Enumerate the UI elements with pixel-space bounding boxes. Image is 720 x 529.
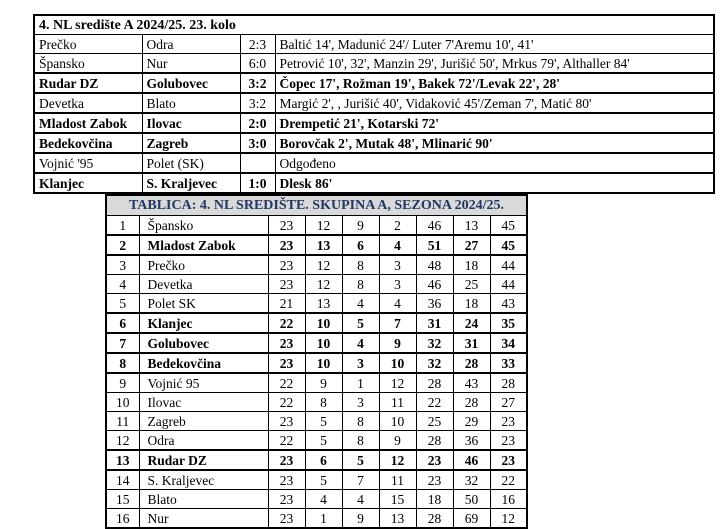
standings-ga: 50 [453, 490, 490, 509]
result-scorers: Borovčak 2', Mutak 48', Mlinarić 90' [275, 133, 714, 153]
standings-ga: 36 [453, 431, 490, 451]
standings-row [106, 509, 527, 529]
standings-l: 10 [379, 412, 416, 431]
standings-pos: 11 [106, 412, 139, 431]
standings-gf: 28 [416, 509, 453, 529]
result-home: Bedekovčina [34, 133, 142, 153]
standings-d: 8 [342, 255, 379, 275]
standings-pts: 33 [490, 353, 527, 373]
standings-w: 6 [305, 450, 342, 470]
standings-d: 8 [342, 275, 379, 294]
standings-team: Klanjec [139, 313, 268, 333]
standings-ga: 31 [453, 333, 490, 353]
standings-gp: 23 [268, 509, 305, 529]
standings-pos: 16 [106, 509, 139, 529]
standings-pos: 9 [106, 373, 139, 393]
standings-gp: 23 [268, 255, 305, 275]
standings-team: Mladost Zabok [139, 235, 268, 255]
result-scorers: Odgođeno [275, 153, 714, 173]
standings-pts: 23 [490, 450, 527, 470]
results-title-row [34, 15, 714, 35]
standings-w: 5 [305, 431, 342, 451]
standings-ga: 18 [453, 294, 490, 314]
standings-gp: 23 [268, 450, 305, 470]
standings-gp: 21 [268, 294, 305, 314]
standings-pts: 22 [490, 470, 527, 490]
result-scorers: Petrović 10', 32', Manzin 29', Jurišić 50', Mrkus 79', Althaller 84' [275, 54, 714, 74]
standings-w: 10 [305, 353, 342, 373]
standings-row [106, 373, 527, 393]
result-scorers: Margić 2', , Jurišić 40', Vidaković 45'/Zeman 7', Matić 80' [275, 93, 714, 113]
standings-l: 15 [379, 490, 416, 509]
standings-row [106, 216, 527, 236]
result-away: S. Kraljevec [142, 173, 240, 193]
standings-d: 4 [342, 490, 379, 509]
result-row [34, 153, 714, 173]
standings-team: Nur [139, 509, 268, 529]
standings-gf: 51 [416, 235, 453, 255]
standings-gp: 23 [268, 216, 305, 236]
standings-pts: 45 [490, 235, 527, 255]
result-score: 6:0 [240, 54, 275, 74]
standings-row [106, 235, 527, 255]
standings-l: 11 [379, 470, 416, 490]
result-scorers: Baltić 14', Madunić 24'/ Luter 7'Aremu 10', 41' [275, 35, 714, 54]
standings-l: 11 [379, 393, 416, 412]
standings-gf: 46 [416, 216, 453, 236]
standings-gf: 31 [416, 313, 453, 333]
standings-gf: 46 [416, 275, 453, 294]
standings-pos: 1 [106, 216, 139, 236]
standings-pts: 44 [490, 275, 527, 294]
standings-w: 1 [305, 509, 342, 529]
standings-pts: 35 [490, 313, 527, 333]
standings-row [106, 431, 527, 451]
standings-team: Golubovec [139, 333, 268, 353]
standings-ga: 32 [453, 470, 490, 490]
standings-team: Vojnić 95 [139, 373, 268, 393]
standings-l: 4 [379, 235, 416, 255]
standings-team: Polet SK [139, 294, 268, 314]
standings-pos: 12 [106, 431, 139, 451]
standings-row [106, 275, 527, 294]
standings-pts: 34 [490, 333, 527, 353]
standings-w: 13 [305, 294, 342, 314]
standings-pos: 10 [106, 393, 139, 412]
standings-pts: 23 [490, 431, 527, 451]
result-home: Klanjec [34, 173, 142, 193]
result-score: 2:3 [240, 35, 275, 54]
standings-l: 4 [379, 294, 416, 314]
standings-gp: 22 [268, 431, 305, 451]
standings-w: 10 [305, 333, 342, 353]
standings-team: Špansko [139, 216, 268, 236]
standings-w: 5 [305, 470, 342, 490]
standings-gf: 23 [416, 470, 453, 490]
result-row [34, 73, 714, 93]
standings-ga: 29 [453, 412, 490, 431]
standings-w: 12 [305, 216, 342, 236]
standings-pos: 4 [106, 275, 139, 294]
standings-l: 12 [379, 373, 416, 393]
result-away: Golubovec [142, 73, 240, 93]
standings-l: 3 [379, 275, 416, 294]
standings-l: 13 [379, 509, 416, 529]
standings-pts: 23 [490, 412, 527, 431]
standings-ga: 27 [453, 235, 490, 255]
result-home: Rudar DZ [34, 73, 142, 93]
standings-pos: 7 [106, 333, 139, 353]
standings-gp: 23 [268, 235, 305, 255]
result-score: 1:0 [240, 173, 275, 193]
result-scorers: Drempetić 21', Kotarski 72' [275, 113, 714, 133]
standings-ga: 46 [453, 450, 490, 470]
standings-ga: 18 [453, 255, 490, 275]
standings-team: Odra [139, 431, 268, 451]
standings-row [106, 450, 527, 470]
standings-row [106, 412, 527, 431]
standings-d: 8 [342, 431, 379, 451]
standings-row [106, 255, 527, 275]
result-away: Polet (SK) [142, 153, 240, 173]
result-score: 3:2 [240, 93, 275, 113]
standings-title: TABLICA: 4. NL SREDIŠTE. SKUPINA A, SEZONA 2024/25. [106, 195, 527, 216]
standings-gp: 22 [268, 393, 305, 412]
standings-team: S. Kraljevec [139, 470, 268, 490]
results-table [33, 14, 715, 194]
standings-d: 6 [342, 235, 379, 255]
standings-gp: 23 [268, 490, 305, 509]
result-away: Zagreb [142, 133, 240, 153]
standings-gf: 28 [416, 373, 453, 393]
standings-gf: 22 [416, 393, 453, 412]
result-away: Ilovac [142, 113, 240, 133]
standings-l: 10 [379, 353, 416, 373]
standings-ga: 28 [453, 393, 490, 412]
standings-team: Blato [139, 490, 268, 509]
result-home: Mladost Zabok [34, 113, 142, 133]
standings-team: Prečko [139, 255, 268, 275]
standings-pts: 45 [490, 216, 527, 236]
standings-pos: 3 [106, 255, 139, 275]
standings-ga: 43 [453, 373, 490, 393]
result-away: Odra [142, 35, 240, 54]
standings-team: Ilovac [139, 393, 268, 412]
standings-l: 9 [379, 333, 416, 353]
standings-d: 7 [342, 470, 379, 490]
standings-row [106, 490, 527, 509]
standings-gp: 23 [268, 470, 305, 490]
result-away: Blato [142, 93, 240, 113]
results-title: 4. NL središte A 2024/25. 23. kolo [34, 15, 714, 35]
standings-d: 8 [342, 412, 379, 431]
standings-gp: 22 [268, 373, 305, 393]
standings-d: 1 [342, 373, 379, 393]
standings-l: 12 [379, 450, 416, 470]
standings-title-row [106, 195, 527, 216]
standings-w: 8 [305, 393, 342, 412]
standings-pts: 27 [490, 393, 527, 412]
standings-ga: 24 [453, 313, 490, 333]
standings-d: 4 [342, 333, 379, 353]
standings-d: 3 [342, 353, 379, 373]
standings-pts: 43 [490, 294, 527, 314]
standings-team: Zagreb [139, 412, 268, 431]
standings-pts: 16 [490, 490, 527, 509]
standings-pos: 14 [106, 470, 139, 490]
standings-gp: 23 [268, 333, 305, 353]
standings-pos: 13 [106, 450, 139, 470]
standings-w: 10 [305, 313, 342, 333]
standings-ga: 28 [453, 353, 490, 373]
standings-l: 7 [379, 313, 416, 333]
standings-team: Rudar DZ [139, 450, 268, 470]
standings-ga: 25 [453, 275, 490, 294]
standings-gf: 25 [416, 412, 453, 431]
standings-w: 12 [305, 275, 342, 294]
standings-row [106, 313, 527, 333]
standings-l: 9 [379, 431, 416, 451]
standings-team: Devetka [139, 275, 268, 294]
result-home: Devetka [34, 93, 142, 113]
result-row [34, 173, 714, 193]
standings-row [106, 393, 527, 412]
standings-gf: 32 [416, 333, 453, 353]
result-row [34, 35, 714, 54]
standings-gf: 32 [416, 353, 453, 373]
standings-w: 4 [305, 490, 342, 509]
standings-d: 9 [342, 509, 379, 529]
standings-d: 9 [342, 216, 379, 236]
standings-ga: 13 [453, 216, 490, 236]
standings-row [106, 353, 527, 373]
result-home: Špansko [34, 54, 142, 74]
standings-w: 12 [305, 255, 342, 275]
standings-ga: 69 [453, 509, 490, 529]
standings-gp: 23 [268, 412, 305, 431]
standings-row [106, 470, 527, 490]
standings-row [106, 294, 527, 314]
result-away: Nur [142, 54, 240, 74]
standings-gp: 23 [268, 353, 305, 373]
standings-gp: 22 [268, 313, 305, 333]
standings-pts: 44 [490, 255, 527, 275]
standings-gf: 36 [416, 294, 453, 314]
standings-pos: 8 [106, 353, 139, 373]
result-home: Prečko [34, 35, 142, 54]
result-row [34, 113, 714, 133]
standings-w: 9 [305, 373, 342, 393]
result-scorers: Dlesk 86' [275, 173, 714, 193]
standings-l: 3 [379, 255, 416, 275]
result-row [34, 54, 714, 74]
standings-l: 2 [379, 216, 416, 236]
result-score: 2:0 [240, 113, 275, 133]
result-score: 3:2 [240, 73, 275, 93]
standings-team: Bedekovčina [139, 353, 268, 373]
standings-row [106, 333, 527, 353]
standings-w: 5 [305, 412, 342, 431]
result-score [240, 153, 275, 173]
standings-d: 5 [342, 313, 379, 333]
standings-d: 4 [342, 294, 379, 314]
standings-pts: 12 [490, 509, 527, 529]
standings-gf: 28 [416, 431, 453, 451]
standings-w: 13 [305, 235, 342, 255]
standings-d: 5 [342, 450, 379, 470]
standings-d: 3 [342, 393, 379, 412]
standings-table [105, 194, 528, 529]
standings-pts: 28 [490, 373, 527, 393]
result-scorers: Čopec 17', Rožman 19', Bakek 72'/Levak 22', 28' [275, 73, 714, 93]
result-score: 3:0 [240, 133, 275, 153]
standings-gf: 23 [416, 450, 453, 470]
standings-gf: 48 [416, 255, 453, 275]
standings-pos: 5 [106, 294, 139, 314]
standings-pos: 15 [106, 490, 139, 509]
standings-pos: 2 [106, 235, 139, 255]
result-row [34, 93, 714, 113]
standings-gf: 18 [416, 490, 453, 509]
standings-pos: 6 [106, 313, 139, 333]
standings-gp: 23 [268, 275, 305, 294]
result-row [34, 133, 714, 153]
result-home: Vojnić '95 [34, 153, 142, 173]
